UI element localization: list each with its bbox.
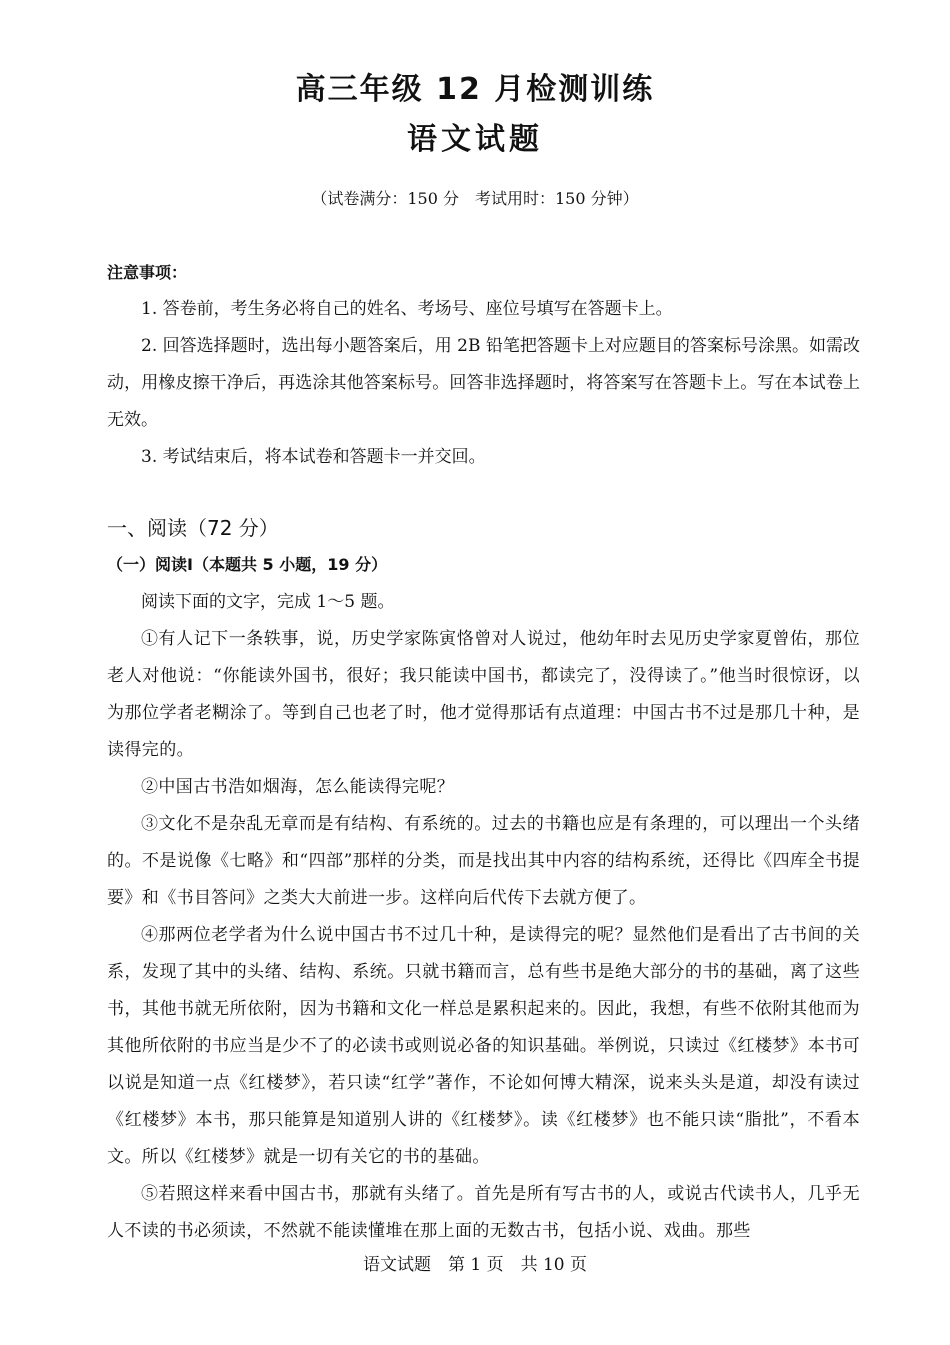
notice-heading: 注意事项： — [107, 263, 188, 282]
passage-paragraph-4: ④那两位老学者为什么说中国古书不过几十种，是读得完的呢？显然他们是看出了古书间的关系，发现了其中的头绪、结构、系统。只就书籍而言，总有些书是绝大部分的书的基础，离了这些书，其他书就无所依附，因为书籍和文化一样总是累积起来的。因此，我想，有些不依附其他而为其他所依附的书应当是少不了的必读书或则说必备的知识基础。举例说，只读过《红楼梦》本书可以说是知道一点《红楼梦》，若只读“红学”著作，不论如何博大精深，说来头头是道，却没有读过《红楼梦》本书，那只能算是知道别人讲的《红楼梦》。读《红楼梦》也不能只读“脂批”，不看本文。所以《红楼梦》就是一切有关它的书的基础。 — [107, 925, 860, 1167]
notice-item-2: 2. 回答选择题时，选出每小题答案后，用 2B 铅笔把答题卡上对应题目的答案标号涂黑。如需改动，用橡皮擦干净后，再选涂其他答案标号。回答非选择题时，将答案写在答题卡上。写在本试卷上无效。 — [107, 336, 860, 430]
notice-item-1: 1. 答卷前，考生务必将自己的姓名、考场号、座位号填写在答题卡上。 — [141, 299, 673, 319]
notice-item-3: 3. 考试结束后，将本试卷和答题卡一并交回。 — [141, 447, 486, 467]
exam-info: （试卷满分：150 分 考试用时：150 分钟） — [311, 189, 639, 208]
exam-content — [107, 254, 860, 1250]
subsection-heading: （一）阅读Ⅰ（本题共 5 小题，19 分） — [107, 555, 388, 574]
passage-paragraph-2: ②中国古书浩如烟海，怎么能读得完呢？ — [141, 777, 455, 797]
section-heading: 一、阅读（72 分） — [107, 516, 279, 540]
passage-paragraph-5: ⑤若照这样来看中国古书，那就有头绪了。首先是所有写古书的人，或说古代读书人，几乎无人不读的书必须读，不然就不能读懂堆在那上面的无数古书，包括小说、戏曲。那些 — [107, 1184, 860, 1241]
exam-subject-title: 语文试题 — [407, 122, 543, 157]
reading-instruction: 阅读下面的文字，完成 1～5 题。 — [141, 592, 395, 612]
passage-paragraph-3: ③文化不是杂乱无章而是有结构、有系统的。过去的书籍也应是有条理的，可以理出一个头绪的。不是说像《七略》和“四部”那样的分类，而是找出其中内容的结构系统，还得比《四库全书提要》和《书目答问》之类大大前进一步。这样向后代传下去就方便了。 — [107, 814, 860, 908]
page-footer: 语文试题 第 1 页 共 10 页 — [362, 1255, 588, 1275]
passage-paragraph-1: ①有人记下一条轶事，说，历史学家陈寅恪曾对人说过，他幼年时去见历史学家夏曾佑，那位老人对他说：“你能读外国书，很好；我只能读中国书，都读完了，没得读了。”他当时很惊讶，以为那位学者老糊涂了。等到自己也老了时，他才觉得那话有点道理：中国古书不过是那几十种，是读得完的。 — [107, 629, 860, 760]
exam-title: 高三年级 12 月检测训练 — [295, 72, 655, 107]
